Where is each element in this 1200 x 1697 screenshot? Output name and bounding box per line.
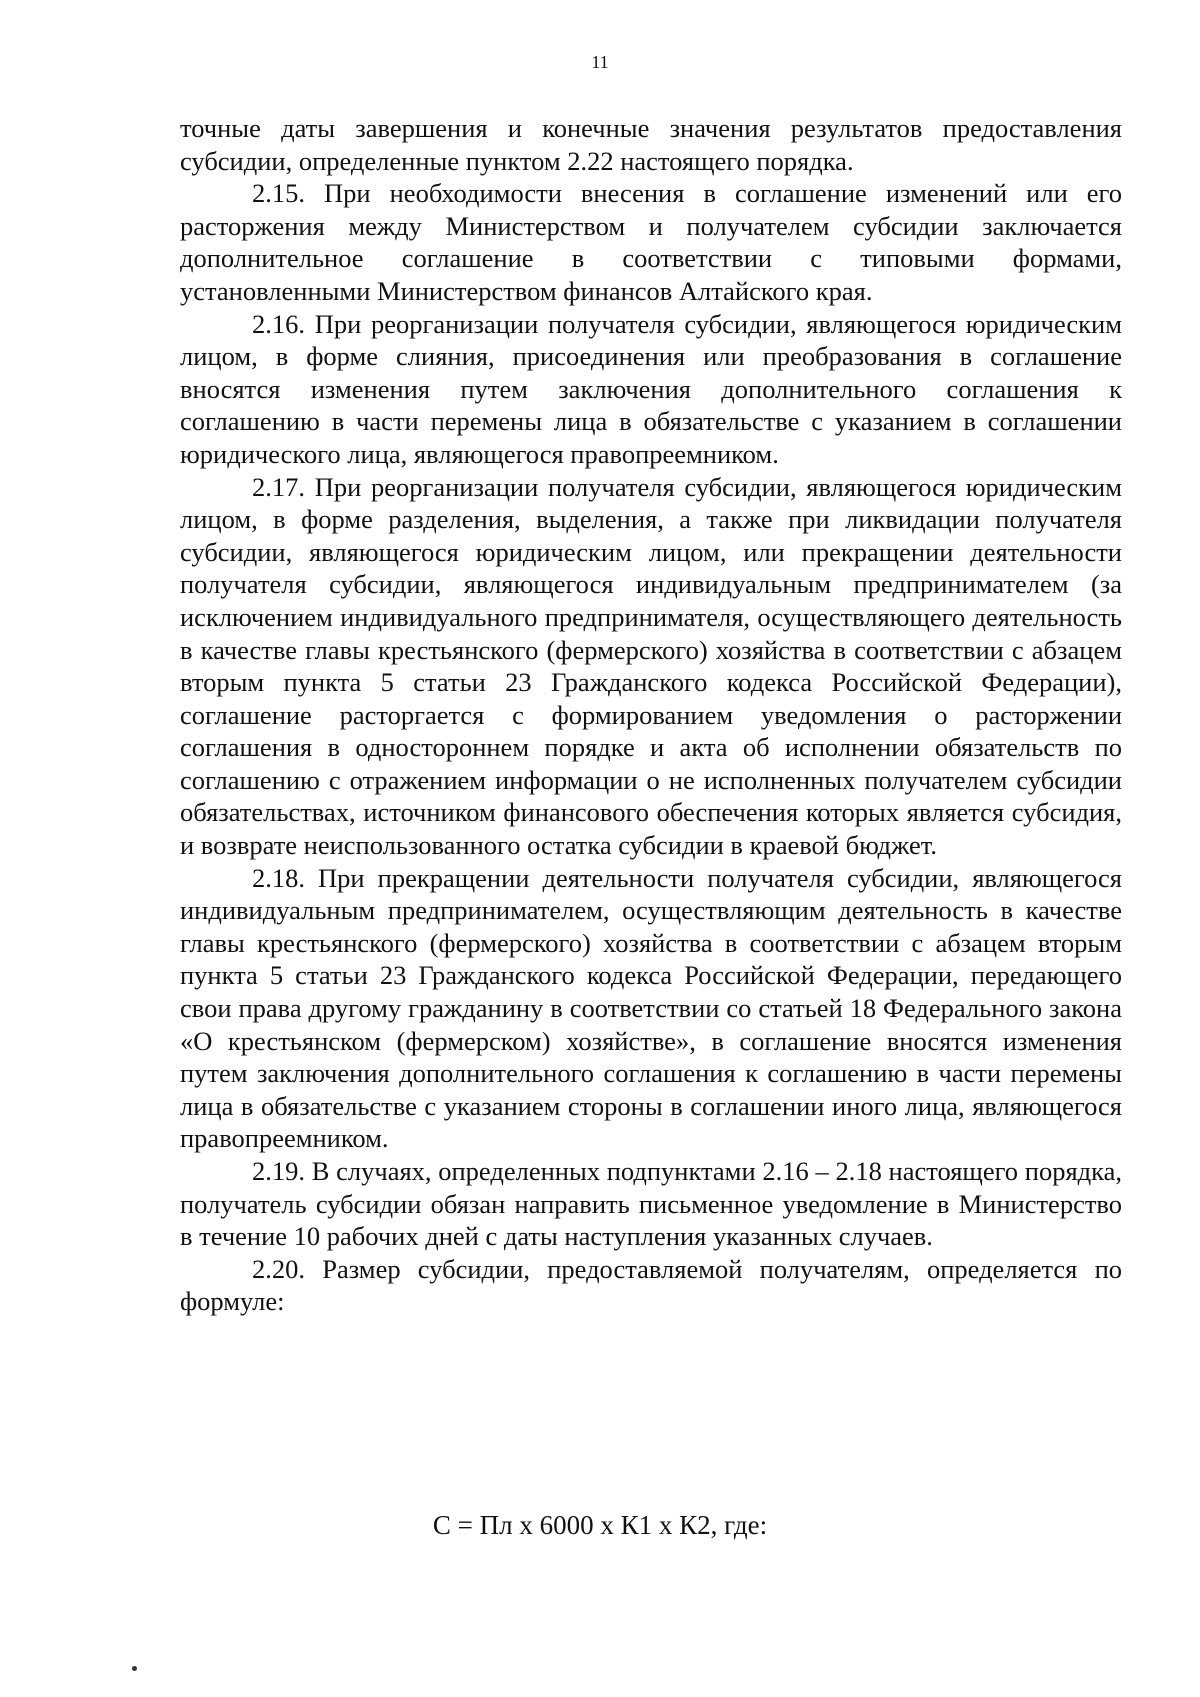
- page-number: 11: [591, 52, 609, 72]
- paragraph-continuation: точные даты завершения и конечные значения результатов предоставления субсидии, определенные пунктом 2.22 настоящего порядка.: [180, 113, 1122, 176]
- paragraph-2-20: 2.20. Размер субсидии, предоставляемой получателям, определяется по формуле:: [180, 1253, 1122, 1317]
- paragraph-2-16: 2.16. При реорганизации получателя субсидии, являющегося юридическим лицом, в форме слияния, присоединения или преобразования в соглашение вносятся изменения путем заключения дополнительного соглашения к соглашению в части перемены лица в обязательстве с указанием в соглашении юридического лица, являющегося правопреемником.: [180, 308, 1122, 469]
- paragraph-2-18: 2.18. При прекращении деятельности получателя субсидии, являющегося индивидуальным предпринимателем, осуществляющим деятельность в качестве главы крестьянского (фермерского) хозяйства в соответствии с абзацем вторым пункта 5 статьи 23 Гражданского кодекса Российской Федерации, передающего свои права другому гражданину в соответствии со статьей 18 Федерального закона «О крестьянском (фермерском) хозяйстве», в соглашение вносятся изменения путем заключения дополнительного соглашения к соглашению в части перемены лица в обязательстве с указанием стороны в соглашении иного лица, являющегося правопреемником.: [180, 862, 1122, 1154]
- paragraph-2-15: 2.15. При необходимости внесения в соглашение изменений или его расторжения между Министерством и получателем субсидии заключается дополнительное соглашение в соответствии с типовыми формами, установленными Министерством финансов Алтайского края.: [180, 178, 1122, 306]
- subsidy-formula: С = Пл х 6000 х К1 х К2, где:: [432, 1510, 768, 1540]
- scan-speck: [132, 1666, 137, 1671]
- paragraph-2-19: 2.19. В случаях, определенных подпунктами 2.16 – 2.18 настоящего порядка, получатель субсидии обязан направить письменное уведомление в Министерство в течение 10 рабочих дней с даты наступления указанных случаев.: [180, 1156, 1122, 1252]
- paragraph-2-17: 2.17. При реорганизации получателя субсидии, являющегося юридическим лицом, в форме разделения, выделения, а также при ликвидации получателя субсидии, являющегося юридическим лицом, или прекращении деятельности получателя субсидии, являющегося индивидуальным предпринимателем (за исключением индивидуального предпринимателя, осуществляющего деятельность в качестве главы крестьянского (фермерского) хозяйства в соответствии с абзацем вторым пункта 5 статьи 23 Гражданского кодекса Российской Федерации), соглашение расторгается с формированием уведомления о расторжении соглашения в одностороннем порядке и акта об исполнении обязательств по соглашению с отражением информации о не исполненных получателем субсидии обязательствах, источником финансового обеспечения которых является субсидия, и возврате неиспользованного остатка субсидии в краевой бюджет.: [180, 471, 1122, 861]
- document-body: [180, 112, 1122, 1318]
